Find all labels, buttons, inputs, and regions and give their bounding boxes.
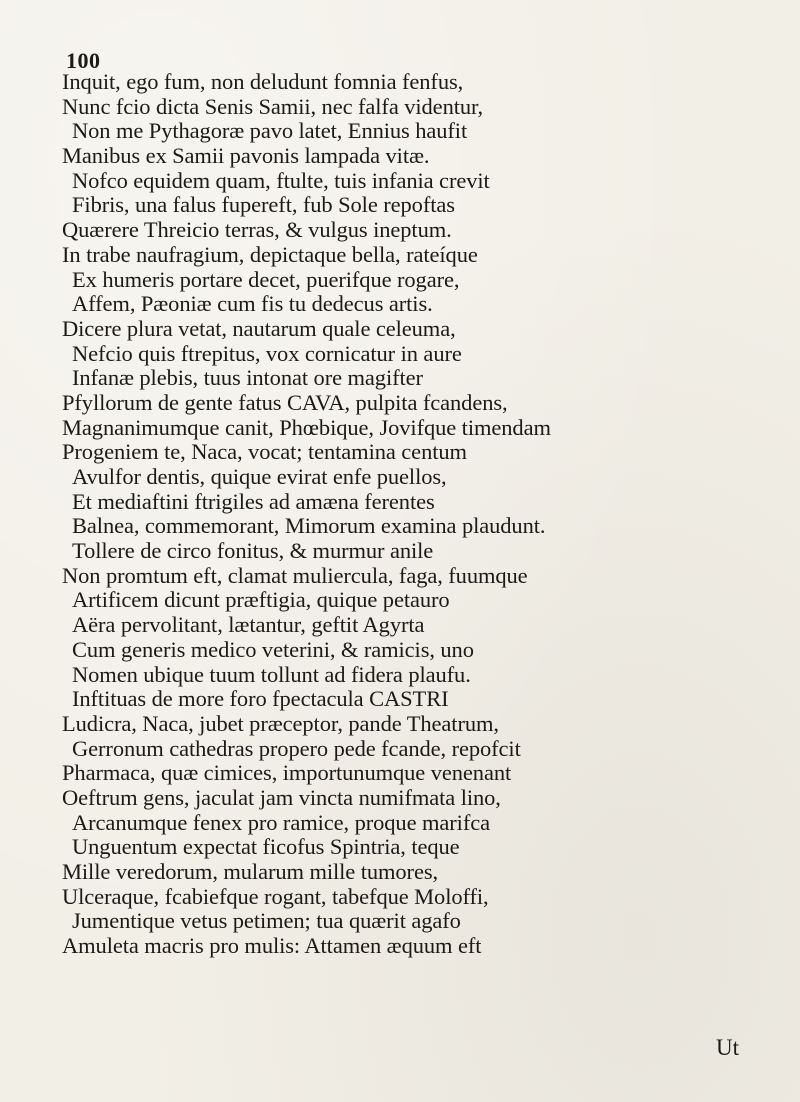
verse-line: Avulfor dentis, quique evirat enfe puellos, [72,464,447,489]
verse-line: Tollere de circo fonitus, & murmur anile [72,538,434,564]
verse-line: Non promtum eft, clamat muliercula, faga, fuumque [62,562,528,588]
verse-line: Oeftrum gens, jaculat jam vincta numifmata lino, [62,784,501,810]
verse-line: Pharmaca, quæ cimices, importunumque venenant [62,760,512,786]
verse-block [62,70,762,959]
verse-line: Gerronum cathedras propero pede fcande, repofcit [72,735,521,761]
verse-line: Et mediaftini ftrigiles ad amæna ferentes [72,488,435,514]
verse-line: Nunc fcio dicta Senis Samii, nec falfa videntur, [62,93,484,119]
catchword: Ut [716,1035,739,1060]
verse-line: Aëra pervolitant, lætantur, geftit Agyrta [72,612,425,638]
verse-line: In trabe naufragium, depictaque bella, rateíque [62,241,478,267]
verse-line: Pfyllorum de gente fatus CAVA, pulpita fcandens, [62,389,508,415]
verse-line: Artificem dicunt præftigia, quique petauro [72,587,450,613]
verse-line: Mille veredorum, mularum mille tumores, [62,859,439,884]
verse-line: Unguentum expectat ficofus Spintria, teque [72,834,460,860]
verse-line: Nofco equidem quam, ftulte, tuis infania crevit [72,167,490,193]
verse-line: Ulceraque, fcabiefque rogant, tabefque Moloffi, [62,883,489,909]
verse-line: Affem, Pæoniæ cum fis tu dedecus artis. [72,291,433,317]
verse-line: Cum generis medico veterini, & ramicis, uno [72,636,474,662]
verse-line: Progeniem te, Naca, vocat; tentamina centum [62,439,467,465]
verse-line: Inftituas de more foro fpectacula CASTRI [72,686,449,712]
verse-line: Quærere Threicio terras, & vulgus ineptum. [62,217,452,243]
verse-line: Ludicra, Naca, jubet præceptor, pande Theatrum, [62,710,499,736]
verse-line: Non me Pythagoræ pavo latet, Ennius haufit [72,118,468,144]
page-number: 100 [66,48,101,73]
verse-line: Dicere plura vetat, nautarum quale celeuma, [62,315,456,341]
verse-line: Arcanumque fenex pro ramice, proque marifca [72,809,490,835]
verse-line: Balnea, commemorant, Mimorum examina plaudunt. [72,513,546,539]
verse-line: Inquit, ego fum, non deludunt fomnia fenfus, [62,69,464,94]
verse-line: Magnanimumque canit, Phœbique, Jovifque timendam [62,414,551,440]
verse-line: Nefcio quis ftrepitus, vox cornicatur in aure [72,340,462,366]
verse-line: Ex humeris portare decet, puerifque rogare, [72,266,460,292]
verse-line: Infanæ plebis, tuus intonat ore magifter [72,365,423,391]
verse-line: Jumentique vetus petimen; tua quærit agafo [72,908,461,934]
verse-line: Fibris, una falus fupereft, fub Sole repoftas [72,192,455,218]
verse-line: Manibus ex Samii pavonis lampada vitæ. [62,143,430,169]
verse-line: Amuleta macris pro mulis: Attamen æquum eft [62,933,482,959]
verse-line: Nomen ubique tuum tollunt ad fidera plaufu. [72,661,471,687]
